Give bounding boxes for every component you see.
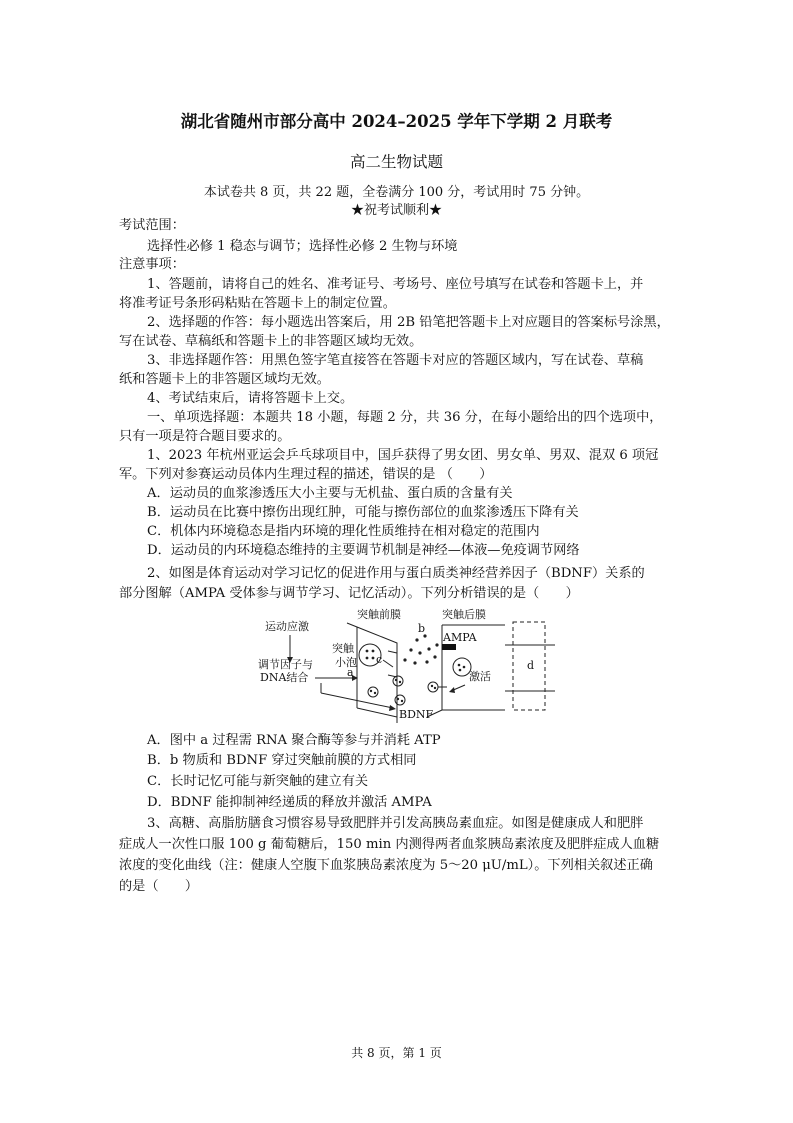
- scope-label: 考试范围：: [119, 218, 185, 233]
- q1-stem-line-2: 军。下列对参赛运动员体内生理过程的描述，错误的是 （ ）: [119, 467, 493, 482]
- notes-label: 注意事项：: [119, 257, 185, 272]
- fig-label-d: d: [527, 659, 535, 672]
- exam-subtitle: 高二生物试题: [349, 153, 443, 171]
- q3-stem-line-4: 的是（ ）: [119, 879, 199, 894]
- q3-stem-line-3: 浓度的变化曲线（注：健康人空腹下血浆胰岛素浓度为 5～20 μU/mL）。下列相关叙述正确: [119, 858, 653, 873]
- exam-info: 本试卷共 8 页，共 22 题，全卷满分 100 分，考试用时 75 分钟。: [203, 185, 590, 200]
- q1-stem-line-1: 1、2023 年杭州亚运会乒乓球项目中，国乒获得了男女团、男女单、男双、混双 6 项冠: [147, 448, 659, 463]
- q2-option-a: A．图中 a 过程需 RNA 聚合酶等参与并消耗 ATP: [147, 733, 441, 748]
- q2-option-b: B．b 物质和 BDNF 穿过突触前膜的方式相同: [147, 753, 417, 768]
- scope-content: 选择性必修 1 稳态与调节；选择性必修 2 生物与环境: [147, 239, 458, 254]
- note-1-line-1: 1、答题前，请将自己的姓名、准考证号、考场号、座位号填写在试卷和答题卡上，并: [147, 277, 644, 292]
- fig-label-b: b: [418, 622, 426, 635]
- note-2-line-1: 2、选择题的作答：每小题选出答案后，用 2B 铅笔把答题卡上对应题目的答案标号涂黑，: [147, 315, 670, 330]
- note-1-line-2: 将准考证号条形码粘贴在答题卡上的制定位置。: [119, 296, 396, 311]
- fig-label-c: c: [376, 653, 383, 666]
- section-1-line-1: 一、单项选择题：本题共 18 小题，每题 2 分，共 36 分，在每小题给出的四个选项中，: [147, 410, 663, 425]
- fig-vesicle-label-1: 突触: [332, 642, 354, 655]
- section-1-line-2: 只有一项是符合题目要求的。: [119, 429, 291, 444]
- exam-wish: ★祝考试顺利★: [350, 203, 442, 218]
- fig-bdnf-label: BDNF: [399, 708, 434, 721]
- q3-stem-line-2: 症成人一次性口服 100 g 葡萄糖后，150 min 内测得两者血浆胰岛素浓度及肥胖症成人血糖: [119, 837, 660, 852]
- fig-post-membrane-label: 突触后膜: [442, 608, 486, 621]
- q1-option-c: C．机体内环境稳态是指内环境的理化性质维持在相对稳定的范围内: [147, 524, 540, 539]
- fig-label-a: a: [347, 666, 354, 679]
- q1-option-a: A．运动员的血浆渗透压大小主要与无机盐、蛋白质的含量有关: [147, 486, 513, 501]
- fig-factor-label-2: DNA结合: [260, 671, 309, 684]
- note-4: 4、考试结束后，请将答题卡上交。: [147, 391, 354, 406]
- fig-activate-label: 激活: [469, 670, 491, 683]
- q2-stem-line-1: 2、如图是体育运动对学习记忆的促进作用与蛋白质类神经营养因子（BDNF）关系的: [147, 566, 645, 581]
- fig-ampa-label: AMPA: [443, 631, 477, 644]
- fig-pre-membrane-label: 突触前膜: [357, 608, 401, 621]
- q3-stem-line-1: 3、高糖、高脂肪膳食习惯容易导致肥胖并引发高胰岛素血症。如图是健康成人和肥胖: [147, 816, 644, 831]
- q2-stem-line-2: 部分图解（AMPA 受体参与调节学习、记忆活动）。下列分析错误的是（ ）: [119, 586, 579, 601]
- fig-factor-label-1: 调节因子与: [258, 658, 313, 671]
- q2-option-c: C．长时记忆可能与新突触的建立有关: [147, 774, 369, 789]
- note-3-line-1: 3、非选择题作答：用黑色签字笔直接答在答题卡对应的答题区域内，写在试卷、草稿: [147, 353, 644, 368]
- q1-option-b: B．运动员在比赛中擦伤出现红肿，可能与擦伤部位的血浆渗透压下降有关: [147, 505, 579, 520]
- note-3-line-2: 纸和答题卡上的非答题区域均无效。: [119, 372, 330, 387]
- q1-option-d: D．运动员的内环境稳态维持的主要调节机制是神经—体液—免疫调节网络: [147, 543, 580, 558]
- bdnf-synapse-diagram: [255, 605, 555, 723]
- fig-vesicle-label-2: 小泡: [335, 656, 357, 669]
- note-2-line-2: 写在试卷、草稿纸和答题卡上的非答题区域均无效。: [119, 334, 423, 349]
- q2-option-d: D．BDNF 能抑制神经递质的释放并激活 AMPA: [147, 795, 432, 810]
- exam-title: 湖北省随州市部分高中 2024–2025 学年下学期 2 月联考: [180, 112, 613, 131]
- page-footer: 共 8 页，第 1 页: [351, 1046, 442, 1060]
- fig-exercise-label: 运动应激: [265, 620, 309, 633]
